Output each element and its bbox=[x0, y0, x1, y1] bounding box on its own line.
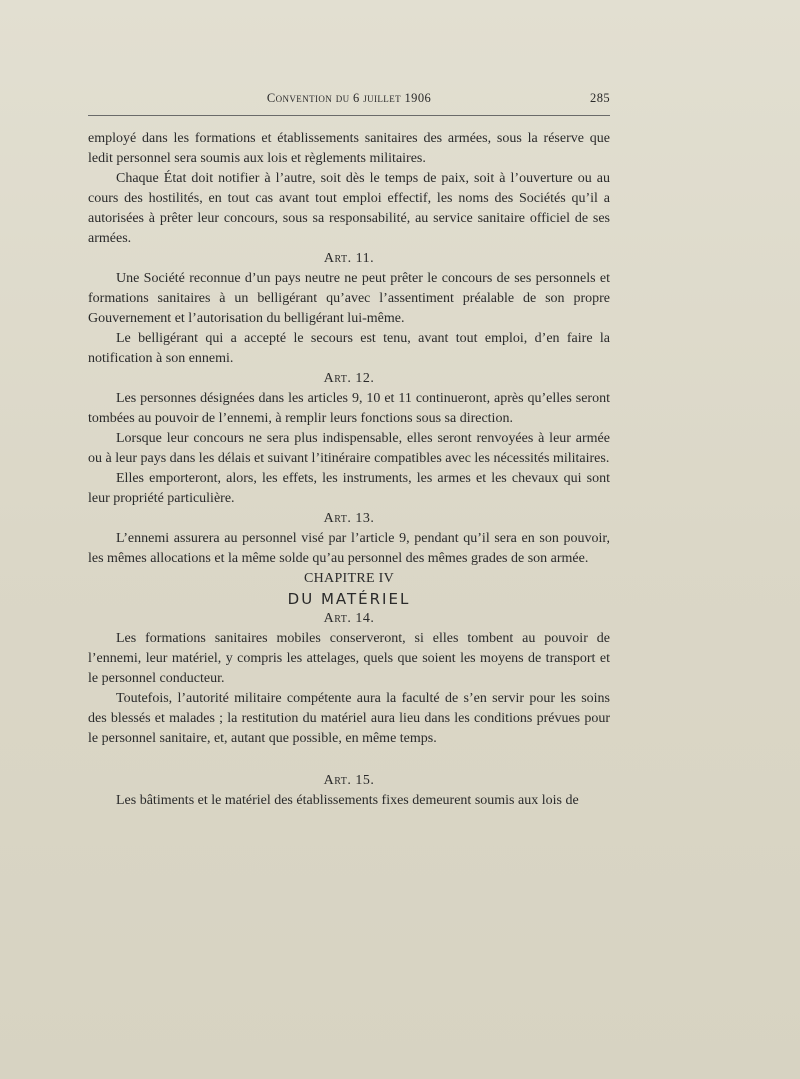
paragraph: Les bâtiments et le matériel des établissements fixes demeurent soumis aux lois de bbox=[116, 793, 579, 808]
paragraph: employé dans les formations et établissements sanitaires des armées, sous la réserve que ledit personnel sera soumis aux lois et règlements militaires. bbox=[88, 131, 610, 166]
paragraph: Une Société reconnue d’un pays neutre ne peut prêter le concours de ses personnels et formations sanitaires à un belligérant qu’avec l’assentiment préalable de son propre Gouvernement et l’autorisation du belligérant lui-même. bbox=[88, 271, 610, 326]
page-number: 285 bbox=[590, 91, 610, 105]
paragraph: Les personnes désignées dans les articles 9, 10 et 11 continueront, après qu’elles seront tombées au pouvoir de l’ennemi, à remplir leurs fonctions sous sa direction. bbox=[88, 391, 610, 426]
paragraph: Le belligérant qui a accepté le secours est tenu, avant tout emploi, d’en faire la notification à son ennemi. bbox=[88, 331, 610, 366]
chapter-title: DU MATÉRIEL bbox=[287, 590, 411, 608]
article-heading: Art. 12. bbox=[323, 371, 375, 386]
paragraph: Lorsque leur concours ne sera plus indispensable, elles seront renvoyées à leur armée ou à leur pays dans les délais et suivant l’itinéraire compatibles avec les nécessités militaires. bbox=[88, 431, 610, 466]
paragraph: Chaque État doit notifier à l’autre, soit dès le temps de paix, soit à l’ouverture ou au cours des hostilités, en tout cas avant tout emploi effectif, les noms des Sociétés qu’il a autorisées à prêter leur concours, sous sa responsabilité, au service sanitaire officiel de ses armées. bbox=[88, 171, 610, 246]
paragraph: L’ennemi assurera au personnel visé par l’article 9, pendant qu’il sera en son pouvoir, les mêmes allocations et la même solde qu’au personnel des mêmes grades de son armée. bbox=[88, 531, 610, 566]
header-rule bbox=[88, 115, 610, 116]
article-heading: Art. 14. bbox=[323, 611, 375, 626]
article-heading: Art. 11. bbox=[323, 251, 375, 266]
chapter-number: CHAPITRE IV bbox=[303, 571, 395, 586]
running-title: Convention du 6 juillet 1906 bbox=[266, 91, 432, 105]
page-body bbox=[88, 129, 610, 811]
paragraph: Elles emporteront, alors, les effets, les instruments, les armes et les chevaux qui sont leur propriété particulière. bbox=[88, 471, 610, 506]
article-heading: Art. 15. bbox=[323, 773, 375, 788]
page-header bbox=[88, 91, 610, 111]
spacer bbox=[88, 749, 610, 771]
paragraph: Toutefois, l’autorité militaire compétente aura la faculté de s’en servir pour les soins des blessés et malades ; la restitution du matériel aura lieu dans les conditions prévues pour le personnel sanitaire, et, autant que possible, en même temps. bbox=[88, 691, 610, 746]
paragraph: Les formations sanitaires mobiles conserveront, si elles tombent au pouvoir de l’ennemi, leur matériel, y compris les attelages, quels que soient les moyens de transport et le personnel conducteur. bbox=[88, 631, 610, 686]
article-heading: Art. 13. bbox=[323, 511, 375, 526]
